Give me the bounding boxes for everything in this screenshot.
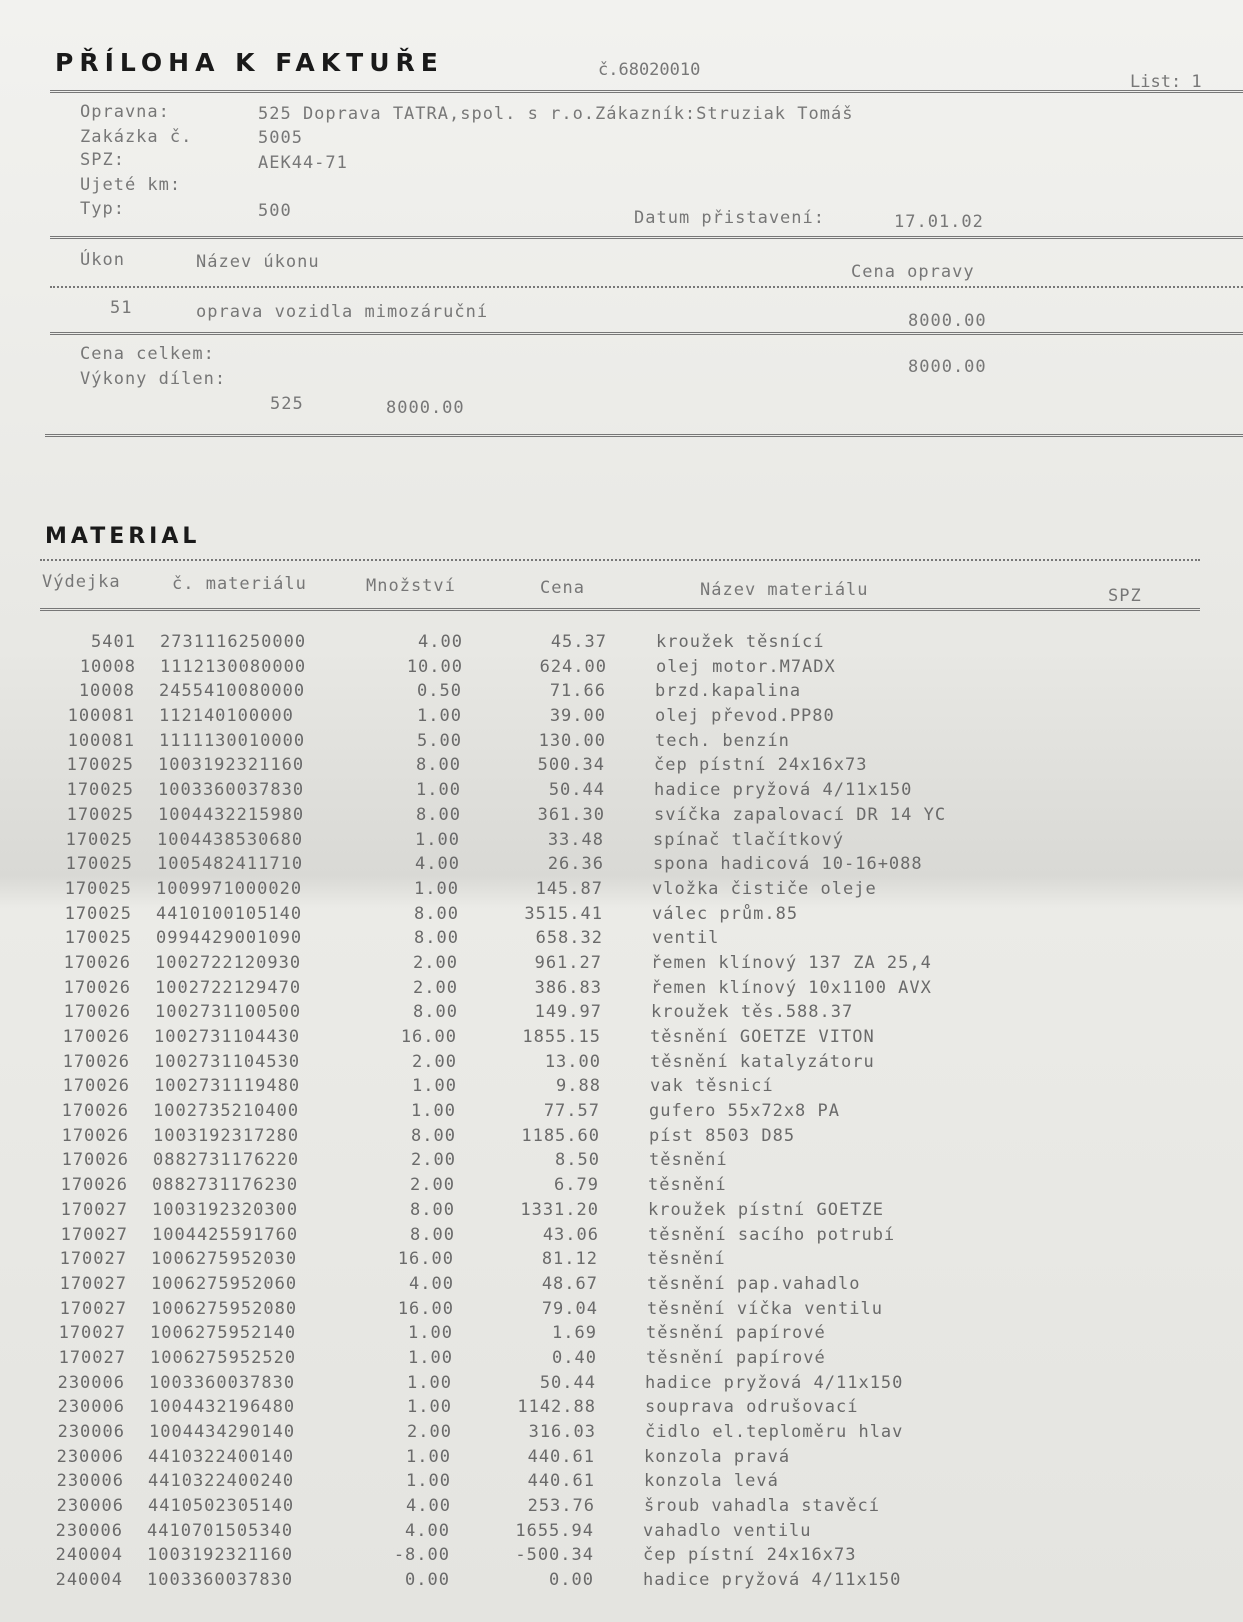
quantity-cell: 0.50 [417, 681, 462, 702]
table-row [34, 1076, 1134, 1101]
quantity-cell: 2.00 [411, 1150, 456, 1171]
ukon-name: oprava vozidla mimozáruční [196, 302, 489, 322]
material-name-cell: válec prům.85 [652, 903, 799, 924]
repair-shop-value: 525 Doprava TATRA,spol. s r.o.Zákazník:Struziak Tomáš [258, 104, 854, 124]
material-name-cell: konzola pravá [644, 1446, 791, 1467]
material-no-cell: 1002731104530 [154, 1051, 301, 1072]
quantity-cell: 1.00 [416, 780, 461, 801]
material-name-cell: hadice pryžová 4/11x150 [643, 1570, 902, 1591]
quantity-cell: 1.00 [407, 1372, 452, 1393]
table-row [36, 904, 1136, 929]
material-name-cell: těsnění [647, 1249, 726, 1270]
material-no-cell: 1003192321160 [158, 755, 305, 776]
material-no-cell: 112140100000 [159, 706, 294, 727]
quantity-cell: 4.00 [418, 632, 463, 652]
material-name-cell: těsnění víčka ventilu [647, 1298, 883, 1319]
vydejka-cell: 5401 [91, 632, 136, 652]
price-cell: 145.87 [535, 878, 603, 899]
plate-label: SPZ: [80, 150, 125, 170]
table-row [27, 1521, 1127, 1546]
material-name-cell: gufero 55x72x8 PA [649, 1101, 840, 1122]
quantity-cell: 1.00 [408, 1347, 453, 1368]
col-material-name: Název materiálu [700, 580, 869, 600]
repair-shop-label: Opravna: [80, 102, 170, 122]
divider [40, 608, 1200, 611]
col-quantity: Množství [366, 576, 456, 596]
ukon-code: 51 [110, 298, 133, 318]
vydejka-cell: 170026 [60, 1175, 128, 1196]
material-no-cell: 1006275952060 [151, 1273, 298, 1294]
arrival-date-value: 17.01.02 [894, 212, 984, 232]
price-cell: 3515.41 [524, 903, 603, 924]
vydejka-cell: 170026 [62, 1051, 130, 1072]
vydejka-cell: 170026 [63, 977, 131, 998]
km-label: Ujeté km: [80, 175, 182, 195]
material-no-cell: 4410502305140 [148, 1496, 295, 1517]
divider [40, 559, 1200, 561]
table-row [33, 1150, 1133, 1175]
material-name-cell: šroub vahadla stavěcí [644, 1496, 880, 1517]
table-row [39, 731, 1139, 756]
table-row [29, 1397, 1129, 1422]
material-no-cell: 1002722120930 [155, 952, 302, 973]
material-name-cell: kroužek pístní GOETZE [648, 1199, 884, 1220]
price-cell: 48.67 [541, 1273, 598, 1294]
price-cell: 624.00 [539, 656, 607, 677]
price-cell: 361.30 [537, 804, 605, 825]
table-row [38, 805, 1138, 830]
vydejka-cell: 170027 [58, 1323, 126, 1344]
table-row [28, 1447, 1128, 1472]
price-cell: 33.48 [547, 829, 604, 850]
material-no-cell: 1006275952140 [150, 1323, 297, 1344]
material-name-cell: píst 8503 D85 [649, 1125, 796, 1146]
type-label: Typ: [80, 199, 125, 219]
quantity-cell: 10.00 [406, 656, 463, 677]
material-no-cell: 1006275952030 [151, 1249, 298, 1270]
price-cell: 43.06 [542, 1224, 599, 1245]
quantity-cell: 8.00 [410, 1199, 455, 1220]
material-table [40, 632, 1140, 1595]
material-no-cell: 1003360037830 [147, 1570, 294, 1591]
material-title: MATERIAL [45, 524, 201, 549]
table-row [36, 928, 1136, 953]
table-row [31, 1299, 1131, 1324]
price-cell: 316.03 [528, 1422, 596, 1442]
table-row [30, 1323, 1130, 1348]
workshop-value: 8000.00 [386, 398, 465, 418]
material-name-cell: těsnění papírové [646, 1347, 826, 1368]
vydejka-cell: 170025 [66, 780, 134, 801]
table-row [35, 978, 1135, 1003]
material-name-cell: čep pístní 24x16x73 [643, 1545, 857, 1566]
plate-value: AEK44-71 [258, 153, 348, 173]
col-vydejka: Výdejka [42, 572, 121, 592]
material-no-cell: 0882731176220 [153, 1150, 300, 1171]
material-no-cell: 1009971000020 [156, 878, 303, 899]
vydejka-cell: 170025 [66, 755, 134, 776]
table-row [27, 1570, 1127, 1595]
table-row [39, 706, 1139, 731]
material-no-cell: 1003192321160 [147, 1545, 294, 1566]
price-cell: -500.34 [515, 1545, 594, 1566]
vydejka-cell: 170026 [63, 952, 131, 973]
vydejka-cell: 230006 [55, 1520, 123, 1541]
price-cell: 50.44 [539, 1372, 596, 1393]
material-name-cell: vložka čističe oleje [652, 878, 877, 899]
price-cell: 961.27 [534, 952, 602, 973]
material-name-cell: tech. benzín [655, 730, 790, 751]
table-row [37, 830, 1137, 855]
quantity-cell: 4.00 [406, 1496, 451, 1517]
table-row [35, 953, 1135, 978]
vydejka-cell: 170027 [59, 1249, 127, 1270]
material-no-cell: 1003192317280 [153, 1125, 300, 1146]
quantity-cell: 8.00 [410, 1224, 455, 1245]
material-name-cell: těsnění sacího potrubí [648, 1224, 896, 1245]
quantity-cell: 4.00 [415, 854, 460, 875]
quantity-cell: 1.00 [415, 829, 460, 850]
price-cell: 81.12 [541, 1249, 598, 1270]
type-value: 500 [258, 201, 292, 221]
table-row [30, 1348, 1130, 1373]
material-no-cell: 1003192320300 [152, 1199, 299, 1220]
price-cell: 8.50 [555, 1150, 600, 1171]
quantity-cell: 2.00 [413, 977, 458, 998]
table-row [32, 1200, 1132, 1225]
quantity-cell: 8.00 [416, 804, 461, 825]
quantity-cell: 8.00 [414, 928, 459, 949]
price-cell: 386.83 [534, 977, 602, 998]
material-name-cell: těsnění katalyzátoru [650, 1051, 875, 1072]
material-name-cell: těsnění [649, 1150, 728, 1171]
col-ukon: Úkon [80, 250, 125, 270]
price-cell: 77.57 [543, 1101, 600, 1122]
divider [50, 90, 1243, 93]
quantity-cell: 2.00 [410, 1175, 455, 1196]
material-name-cell: souprava odrušovací [645, 1397, 859, 1418]
material-name-cell: olej motor.M7ADX [656, 656, 836, 677]
material-name-cell: čep pístní 24x16x73 [654, 755, 868, 776]
col-plate: SPZ [1108, 586, 1142, 606]
price-cell: 79.04 [541, 1298, 598, 1319]
vydejka-cell: 170027 [60, 1224, 128, 1245]
material-no-cell: 1003360037830 [149, 1372, 296, 1393]
price-cell: 0.00 [549, 1570, 594, 1591]
price-cell: 26.36 [547, 854, 604, 875]
material-no-cell: 1002735210400 [153, 1101, 300, 1122]
material-no-cell: 0882731176230 [152, 1175, 299, 1196]
quantity-cell: 1.00 [408, 1323, 453, 1344]
material-no-cell: 1003360037830 [158, 780, 305, 801]
vydejka-cell: 240004 [55, 1545, 123, 1566]
vydejka-cell: 230006 [57, 1397, 125, 1418]
col-material-no: č. materiálu [172, 574, 307, 594]
price-cell: 50.44 [548, 780, 605, 801]
material-no-cell: 1002731104430 [154, 1027, 301, 1047]
col-repair-price: Cena opravy [851, 262, 975, 282]
material-name-cell: řemen klínový 137 ZA 25,4 [651, 952, 932, 973]
material-name-cell: řemen klínový 10x1100 AVX [651, 977, 932, 998]
quantity-cell: 2.00 [407, 1422, 452, 1442]
arrival-date-label: Datum přistavení: [634, 208, 825, 228]
material-name-cell: vak těsnicí [650, 1076, 774, 1097]
table-row [35, 1002, 1135, 1027]
material-no-cell: 1112130080000 [160, 656, 307, 677]
price-cell: 39.00 [549, 706, 606, 727]
quantity-cell: 8.00 [411, 1125, 456, 1146]
vydejka-cell: 10008 [78, 681, 135, 702]
table-row [33, 1101, 1133, 1126]
material-no-cell: 1002731119480 [154, 1076, 301, 1097]
quantity-cell: 1.00 [406, 1446, 451, 1467]
table-row [36, 879, 1136, 904]
vydejka-cell: 170025 [64, 903, 132, 924]
table-row [29, 1422, 1129, 1447]
material-name-cell: olej převod.PP80 [655, 706, 835, 727]
material-name-cell: svíčka zapalovací DR 14 YC [654, 804, 947, 825]
table-row [29, 1373, 1129, 1398]
vydejka-cell: 230006 [56, 1446, 124, 1467]
price-cell: 1331.20 [520, 1199, 599, 1220]
price-cell: 45.37 [550, 632, 607, 652]
vydejka-cell: 170027 [59, 1298, 127, 1319]
order-value: 5005 [258, 128, 303, 148]
table-row [40, 657, 1140, 682]
material-name-cell: hadice pryžová 4/11x150 [645, 1372, 904, 1393]
price-cell: 253.76 [527, 1496, 595, 1517]
workshop-code: 525 [270, 394, 304, 414]
price-cell: 13.00 [544, 1051, 601, 1072]
invoice-number: č.68020010 [598, 60, 701, 80]
material-name-cell: těsnění pap.vahadlo [647, 1273, 861, 1294]
quantity-cell: 0.00 [405, 1570, 450, 1591]
divider [50, 236, 1243, 239]
material-name-cell: vahadlo ventilu [643, 1520, 812, 1541]
quantity-cell: -8.00 [393, 1545, 450, 1566]
quantity-cell: 16.00 [397, 1298, 454, 1319]
material-no-cell: 1006275952520 [150, 1347, 297, 1368]
vydejka-cell: 100081 [67, 730, 135, 751]
table-row [32, 1225, 1132, 1250]
vydejka-cell: 170026 [62, 1076, 130, 1097]
material-name-cell: spínač tlačítkový [653, 829, 844, 850]
vydejka-cell: 230006 [56, 1496, 124, 1517]
vydejka-cell: 170026 [63, 1002, 131, 1023]
table-row [31, 1249, 1131, 1274]
quantity-cell: 16.00 [397, 1249, 454, 1270]
material-no-cell: 1004432196480 [149, 1397, 296, 1418]
material-name-cell: těsnění [648, 1175, 727, 1196]
material-no-cell: 1002731100500 [155, 1002, 302, 1023]
vydejka-cell: 170025 [64, 878, 132, 899]
divider [45, 434, 1243, 437]
col-price: Cena [540, 578, 585, 598]
divider [50, 332, 1243, 335]
quantity-cell: 16.00 [400, 1027, 457, 1047]
price-cell: 500.34 [537, 755, 605, 776]
material-name-cell: těsnění papírové [646, 1323, 826, 1344]
vydejka-cell: 10008 [79, 656, 136, 677]
workshop-label: Výkony dílen: [80, 369, 227, 389]
sheet-number: List: 1 [1130, 72, 1202, 92]
order-label: Zakázka č. [80, 127, 193, 147]
price-cell: 1855.15 [522, 1027, 601, 1047]
vydejka-cell: 170027 [58, 1347, 126, 1368]
total-label: Cena celkem: [80, 344, 215, 364]
material-no-cell: 1004425591760 [152, 1224, 299, 1245]
quantity-cell: 1.00 [406, 1471, 451, 1492]
table-row [28, 1496, 1128, 1521]
quantity-cell: 1.00 [411, 1101, 456, 1122]
material-name-cell: spona hadicová 10-16+088 [653, 854, 923, 875]
material-no-cell: 1004434290140 [149, 1422, 296, 1442]
material-no-cell: 1006275952080 [151, 1298, 298, 1319]
price-cell: 1142.88 [517, 1397, 596, 1418]
material-no-cell: 2731116250000 [160, 632, 307, 652]
material-no-cell: 2455410080000 [159, 681, 306, 702]
quantity-cell: 1.00 [412, 1076, 457, 1097]
price-cell: 658.32 [535, 928, 603, 949]
vydejka-cell: 170025 [65, 829, 133, 850]
price-cell: 71.66 [549, 681, 606, 702]
quantity-cell: 4.00 [405, 1520, 450, 1541]
material-no-cell: 4410322400240 [148, 1471, 295, 1492]
price-cell: 1655.94 [515, 1520, 594, 1541]
price-cell: 0.40 [552, 1347, 597, 1368]
quantity-cell: 1.00 [407, 1397, 452, 1418]
material-no-cell: 4410701505340 [147, 1520, 294, 1541]
page-title: PŘÍLOHA K FAKTUŘE [55, 48, 444, 77]
quantity-cell: 8.00 [416, 755, 461, 776]
material-no-cell: 1005482411710 [157, 854, 304, 875]
material-no-cell: 1111130010000 [159, 730, 306, 751]
material-name-cell: kroužek těsnící [656, 632, 825, 652]
material-no-cell: 4410100105140 [156, 903, 303, 924]
price-cell: 1.69 [552, 1323, 597, 1344]
table-row [27, 1545, 1127, 1570]
quantity-cell: 1.00 [417, 706, 462, 727]
vydejka-cell: 170026 [61, 1101, 129, 1122]
price-cell: 1185.60 [521, 1125, 600, 1146]
material-name-cell: brzd.kapalina [655, 681, 802, 702]
quantity-cell: 2.00 [412, 1051, 457, 1072]
total-value: 8000.00 [908, 357, 987, 377]
table-row [32, 1175, 1132, 1200]
material-no-cell: 1002722129470 [155, 977, 302, 998]
price-cell: 440.61 [527, 1446, 595, 1467]
table-row [28, 1471, 1128, 1496]
vydejka-cell: 170026 [62, 1027, 130, 1047]
table-row [40, 632, 1140, 657]
table-row [33, 1126, 1133, 1151]
quantity-cell: 2.00 [413, 952, 458, 973]
vydejka-cell: 170025 [65, 854, 133, 875]
vydejka-cell: 230006 [57, 1372, 125, 1393]
divider [50, 286, 1243, 288]
material-name-cell: těsnění GOETZE VITON [650, 1027, 875, 1047]
vydejka-cell: 240004 [55, 1570, 123, 1591]
vydejka-cell: 170025 [66, 804, 134, 825]
table-row [31, 1274, 1131, 1299]
table-row [34, 1052, 1134, 1077]
price-cell: 9.88 [556, 1076, 601, 1097]
price-cell: 6.79 [554, 1175, 599, 1196]
col-ukon-name: Název úkonu [196, 252, 320, 272]
ukon-price: 8000.00 [908, 311, 987, 331]
material-name-cell: hadice pryžová 4/11x150 [654, 780, 913, 801]
vydejka-cell: 230006 [57, 1422, 125, 1442]
material-no-cell: 1004438530680 [157, 829, 304, 850]
table-row [34, 1027, 1134, 1052]
material-name-cell: konzola levá [644, 1471, 779, 1492]
vydejka-cell: 170027 [59, 1273, 127, 1294]
quantity-cell: 5.00 [417, 730, 462, 751]
material-name-cell: kroužek těs.588.37 [651, 1002, 854, 1023]
table-row [37, 854, 1137, 879]
quantity-cell: 4.00 [409, 1273, 454, 1294]
vydejka-cell: 170027 [60, 1199, 128, 1220]
quantity-cell: 8.00 [414, 903, 459, 924]
material-name-cell: čidlo el.teploměru hlav [645, 1422, 904, 1442]
price-cell: 130.00 [538, 730, 606, 751]
vydejka-cell: 170025 [64, 928, 132, 949]
material-no-cell: 1004432215980 [158, 804, 305, 825]
vydejka-cell: 170026 [61, 1150, 129, 1171]
quantity-cell: 8.00 [413, 1002, 458, 1023]
price-cell: 440.61 [527, 1471, 595, 1492]
material-no-cell: 4410322400140 [148, 1446, 295, 1467]
quantity-cell: 1.00 [414, 878, 459, 899]
material-name-cell: ventil [652, 928, 720, 949]
price-cell: 149.97 [534, 1002, 602, 1023]
table-row [38, 755, 1138, 780]
table-row [39, 681, 1139, 706]
vydejka-cell: 230006 [56, 1471, 124, 1492]
vydejka-cell: 170026 [61, 1125, 129, 1146]
table-row [38, 780, 1138, 805]
material-no-cell: 0994429001090 [156, 928, 303, 949]
vydejka-cell: 100081 [67, 706, 135, 727]
